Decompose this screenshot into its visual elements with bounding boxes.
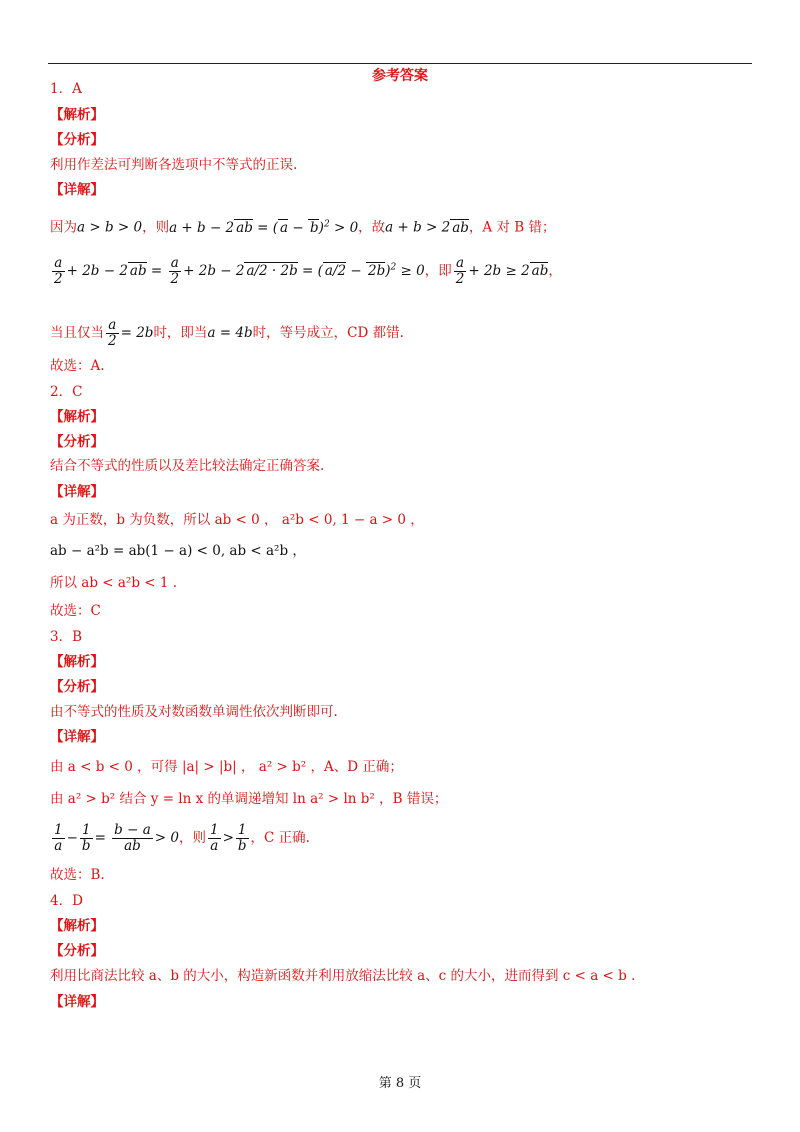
q4-analysis: 利用比商法比较 a、b 的大小，构造新函数并利用放缩法比较 a、c 的大小，进而得到 c < a < b . [50,968,636,984]
q1-d3-math-1: $\frac{a}{2}$ = 2b [108,317,154,349]
q4-xiangjie-label: 【详解】 [50,994,104,1010]
page-title: 参考答案 [372,68,428,84]
q3-jiexi-label: 【解析】 [50,654,104,670]
q3-answer: 故选：B. [50,867,105,883]
q1-d1-mid: ，则 [142,219,170,236]
q1-analysis: 利用作差法可判断各选项中不等式的正误. [50,157,298,173]
q1-jiexi-label: 【解析】 [50,107,104,123]
q3-d3-post: ，C 正确. [250,830,310,846]
page-footer: 第 8 页 [378,1076,422,1091]
q1-d2-mid: ，即 [424,263,452,279]
q1-d3-pre: 当且仅当 [50,325,104,341]
q3-detail-2: 由 a² > b² 结合 y = ln x 的单调递增知 ln a² > ln b² ，B 错误； [50,791,448,807]
q3-detail-1: 由 a < b < 0 ，可得 |a| > |b| ， a² > b² ，A、D 正确； [50,759,403,775]
q1-d1-mid2: ，故 [358,219,386,236]
q1-d3-post: 时，等号成立，CD 都错. [252,325,404,341]
q1-fenxi-label: 【分析】 [50,132,104,148]
q1-d2-post: ， [548,263,562,279]
q4-jiexi-label: 【解析】 [50,918,104,934]
q3-fenxi-label: 【分析】 [50,679,104,695]
q1-detail-3 [50,318,404,349]
q2-head: 2．C [50,384,83,400]
q3-detail-3 [50,823,310,854]
q1-detail-1 [50,215,555,237]
q3-d3-math-2: $\frac{1}{a}$ > $\frac{1}{b}$ [209,822,247,854]
q2-fenxi-label: 【分析】 [50,434,104,450]
q1-answer: 故选：A. [50,358,105,374]
q2-detail-2: ab − a²b = ab(1 − a) < 0, ab < a²b ， [50,543,306,559]
q1-head: 1．A [50,81,82,97]
q2-detail-1: a 为正数，b 为负数，所以 ab < 0 ， a²b < 0, 1 − a > 0 ， [50,512,424,528]
q1-xiangjie-label: 【详解】 [50,182,104,198]
q2-xiangjie-label: 【详解】 [50,484,104,500]
q1-d1-pre: 因为 [50,219,77,236]
q1-d1-math-1: a > b > 0 [77,219,143,236]
q3-xiangjie-label: 【详解】 [50,729,104,745]
q2-analysis: 结合不等式的性质以及差比较法确定正确答案. [50,458,325,474]
q4-fenxi-label: 【分析】 [50,943,104,959]
q2-detail-3: 所以 ab < a²b < 1 . [50,575,178,591]
q1-d2-math: $\frac{a}{2}$ + 2b − 2 ab = $\frac{a}{2}$ + 2b − 2 a/2 · 2b = ( a/2 − 2b)$^2$ ≥ 0 [54,255,425,287]
q3-d3-mid: ，则 [178,830,206,846]
top-rule [48,63,752,64]
q1-d1-math-3: a + b > 2 ab [385,219,469,236]
q1-d2-math-2: $\frac{a}{2}$ + 2b ≥ 2 ab [455,255,549,287]
q2-answer: 故选：C [50,603,101,619]
q1-d1-math-2: a + b − 2 ab = ( a − b)$^2$ > 0 [169,219,359,236]
q3-analysis: 由不等式的性质及对数函数单调性依次判断即可. [50,704,338,720]
q4-head: 4．D [50,893,83,909]
q3-head: 3．B [50,629,83,645]
q2-jiexi-label: 【解析】 [50,409,104,425]
q1-d3-math-2: a = 4b [207,325,253,341]
q1-detail-2 [50,256,562,287]
q1-d3-mid: 时，即当 [153,325,208,341]
q3-d3-math: $\frac{1}{a}$ − $\frac{1}{b}$ = $\frac{b - a}{ab}$ > 0 [54,822,179,854]
q1-d1-post: ，A 对 B 错； [468,219,556,236]
